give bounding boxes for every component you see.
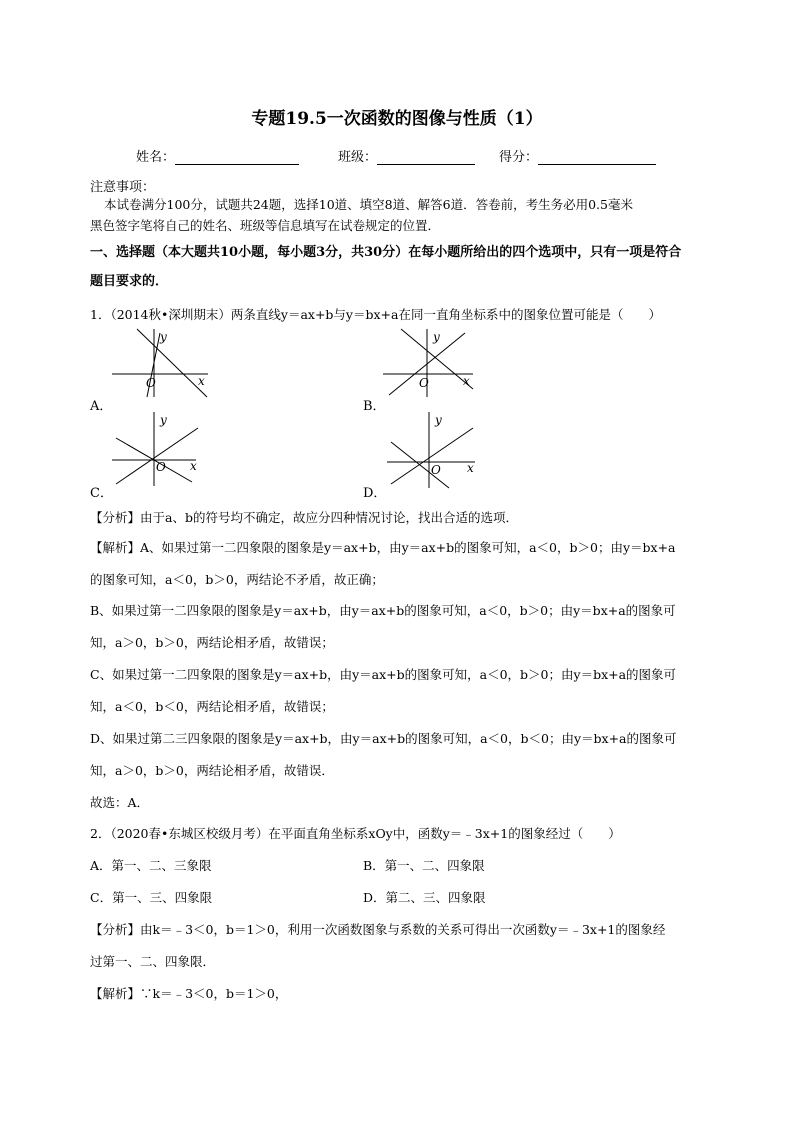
score-blank (538, 150, 656, 165)
q1-solution-a-2: 的图象可知，a＜0，b＞0，两结论不矛盾，故正确； (90, 572, 384, 587)
origin-label: O (156, 460, 166, 474)
section-heading-1: 一、选择题（本大题共10小题，每小题3分，共30分）在每小题所给出的四个选项中，只有一项是符合 (90, 245, 682, 260)
x-label: x (467, 461, 474, 475)
line-2 (116, 428, 198, 484)
q2-option-c: C．第一、三、四象限 (90, 890, 213, 905)
q2-option-b: B．第一、二、四象限 (363, 858, 485, 873)
q1-option-d: D． (363, 486, 387, 501)
score-field-row (499, 146, 656, 165)
q2-stem: 2．（2020春•东城区校级月考）在平面直角坐标系xOy中，函数y＝﹣3x+1的图象经过（ ） (90, 826, 621, 841)
y-label: y (160, 330, 167, 344)
q2-option-a: A．第一、二、三象限 (90, 858, 212, 873)
q1-solution-d-1: D、如果过第二三四象限的图象是y＝ax+b，由y＝ax+b的图象可知，a＜0，b＜0；由y＝bx+a的图象可 (90, 731, 677, 746)
notice-line-1: 本试卷满分100分，试题共24题，选择10道、填空8道、解答6道．答卷前，考生务必用0.5毫米 (104, 197, 633, 212)
q1-option-c: C． (90, 486, 113, 501)
q1-solution-b-2: 知，a＞0，b＞0，两结论相矛盾，故错误； (90, 635, 334, 650)
x-label: x (463, 374, 470, 388)
q1-stem: 1．（2014秋•深圳期末）两条直线y＝ax+b与y＝bx+a在同一直角坐标系中的图象位置可能是（ ） (90, 307, 661, 322)
class-label: 班级： (338, 150, 378, 165)
y-label: y (435, 413, 442, 427)
section-heading-2: 题目要求的． (90, 274, 169, 289)
q1-solution-d-2: 知，a＞0，b＞0，两结论相矛盾，故错误． (90, 763, 334, 778)
q2-solution-1: 【解析】∵k＝﹣3＜0，b＝1＞0， (90, 986, 288, 1001)
q2-analysis-1: 【分析】由k＝﹣3＜0，b＝1＞0，利用一次函数图象与系数的关系可得出一次函数y＝﹣3x+1的图象经 (90, 922, 666, 937)
graph-d (387, 410, 487, 490)
x-label: x (198, 374, 205, 388)
y-label: y (433, 330, 440, 344)
class-field-row (338, 146, 475, 165)
q2-analysis-2: 过第一、二、四象限． (90, 954, 216, 969)
q1-solution-b-1: B、如果过第一二四象限的图象是y＝ax+b，由y＝ax+b的图象可知，a＜0，b＞0；由y＝bx+a的图象可 (90, 603, 676, 618)
y-label: y (160, 413, 167, 427)
class-blank (377, 150, 475, 165)
q1-analysis: 【分析】由于a、b的符号均不确定，故应分四种情况讨论，找出合适的选项． (90, 510, 518, 525)
q1-option-a: A． (90, 399, 113, 414)
name-blank (175, 150, 299, 165)
origin-label: O (146, 376, 156, 390)
x-label: x (190, 459, 197, 473)
graph-a (112, 327, 212, 399)
name-field-row (136, 146, 299, 165)
origin-label: O (419, 376, 429, 390)
q2-option-d: D．第二、三、四象限 (363, 890, 486, 905)
q1-solution-c-2: 知，a＜0，b＜0，两结论相矛盾，故错误； (90, 699, 334, 714)
notice-heading: 注意事项： (90, 180, 156, 195)
notice-line-2: 黑色签字笔将自己的姓名、班级等信息填写在试卷规定的位置． (90, 218, 441, 233)
graph-c (112, 410, 212, 488)
origin-label: O (431, 463, 441, 477)
q1-option-b: B． (363, 399, 386, 414)
score-label: 得分： (499, 150, 539, 165)
graph-b (383, 327, 483, 399)
page-title: 专题19.5一次函数的图像与性质（1） (251, 109, 543, 129)
q1-solution-c-1: C、如果过第一二四象限的图象是y＝ax+b，由y＝ax+b的图象可知，a＜0，b＞0；由y＝bx+a的图象可 (90, 667, 677, 682)
name-label: 姓名： (136, 150, 176, 165)
q1-answer: 故选：A． (90, 795, 150, 810)
q1-solution-a-1: 【解析】A、如果过第一二四象限的图象是y＝ax+b，由y＝ax+b的图象可知，a＜0，b＞0；由y＝bx+a (90, 540, 676, 555)
